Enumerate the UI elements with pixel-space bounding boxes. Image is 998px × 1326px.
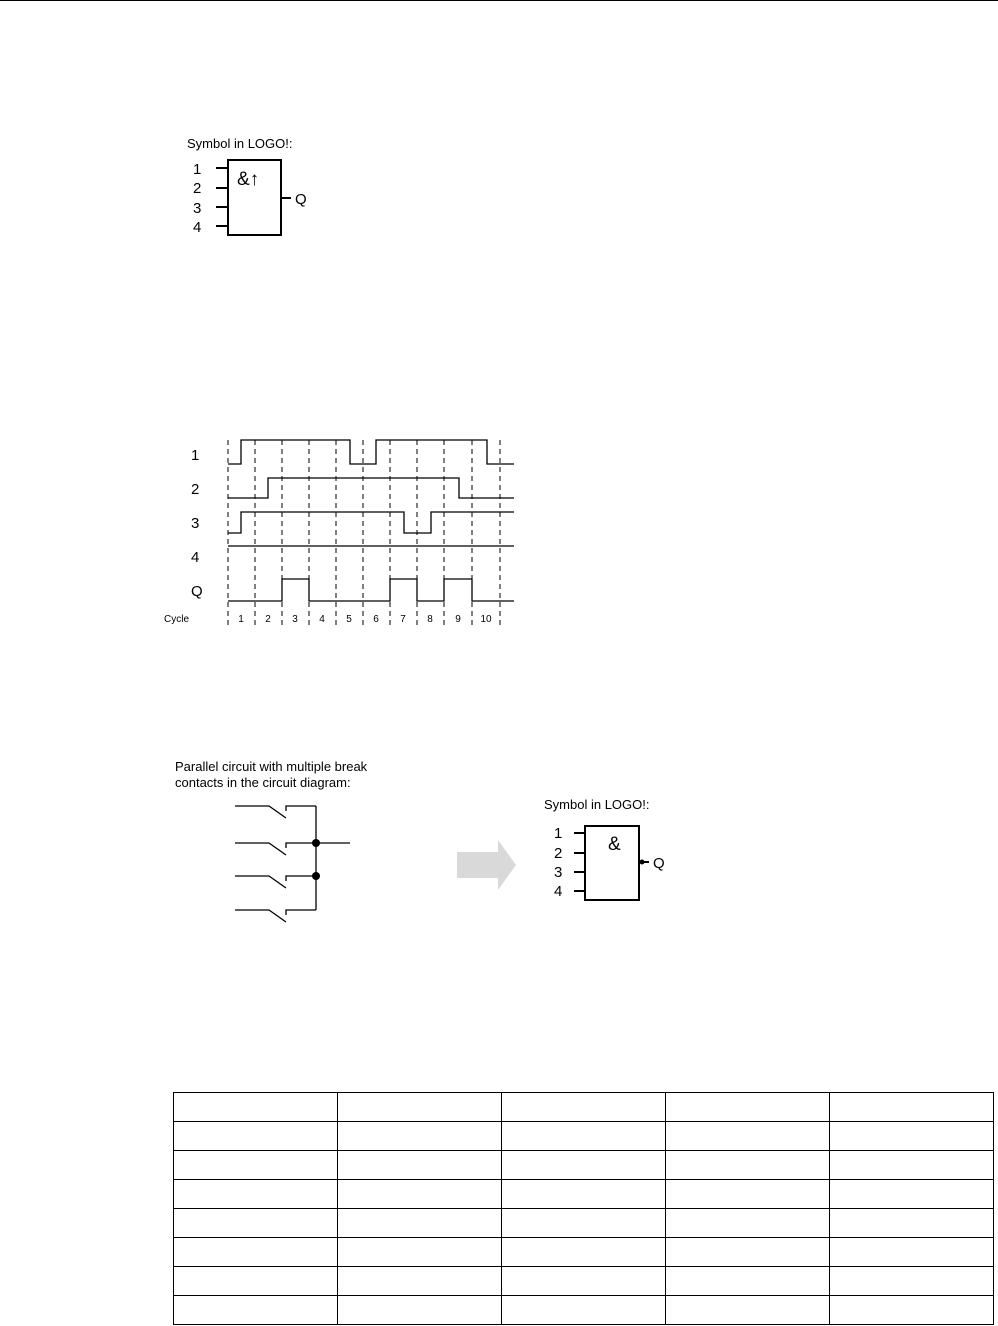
signal-label: Q (191, 583, 203, 600)
input-label: 3 (193, 200, 202, 217)
table-cell (666, 1267, 830, 1296)
table-cell (174, 1238, 338, 1267)
table-row (174, 1122, 994, 1151)
timing-diagram (164, 440, 514, 626)
table-cell (666, 1122, 830, 1151)
table-cell (338, 1122, 502, 1151)
break-contact-1 (235, 806, 286, 818)
table-row (174, 1093, 994, 1122)
table-cell (502, 1267, 666, 1296)
cycle-number: 5 (346, 614, 352, 625)
table-cell (830, 1267, 994, 1296)
table-cell (174, 1267, 338, 1296)
circuit-caption-line1: Parallel circuit with multiple break (175, 759, 368, 774)
table-cell (502, 1093, 666, 1122)
output-label: Q (295, 191, 307, 208)
table-cell (666, 1093, 830, 1122)
signal-label: 2 (191, 481, 200, 498)
symbol-caption: Symbol in LOGO!: (187, 136, 293, 151)
break-contact-3 (235, 876, 286, 888)
table-cell (666, 1180, 830, 1209)
table-cell (174, 1180, 338, 1209)
table-cell (502, 1151, 666, 1180)
table-cell (338, 1209, 502, 1238)
table-cell (174, 1122, 338, 1151)
table-cell (830, 1151, 994, 1180)
table-cell (338, 1151, 502, 1180)
signal-1-waveform (228, 440, 514, 464)
parallel-circuit-diagram (175, 759, 368, 922)
table-cell (338, 1238, 502, 1267)
nand-edge-symbol (187, 136, 307, 236)
cycle-number: 10 (480, 614, 492, 625)
signal-2-waveform (228, 478, 514, 498)
table-cell (174, 1296, 338, 1325)
junction-dot (312, 872, 320, 880)
signal-label: 1 (191, 447, 200, 464)
table-cell (666, 1238, 830, 1267)
signal-label: 4 (191, 549, 200, 566)
input-label: 2 (554, 845, 563, 862)
table-cell (830, 1209, 994, 1238)
table-cell (666, 1296, 830, 1325)
cycle-number: 7 (400, 614, 406, 625)
gate-operator-label: & (608, 834, 621, 855)
table-cell (338, 1267, 502, 1296)
table-row (174, 1180, 994, 1209)
cycle-number: 4 (319, 614, 325, 625)
symbol-caption: Symbol in LOGO!: (544, 797, 650, 812)
input-label: 1 (554, 825, 563, 842)
table-row (174, 1209, 994, 1238)
cycle-number: 9 (455, 614, 461, 625)
table-row (174, 1151, 994, 1180)
table-cell (830, 1296, 994, 1325)
table-row (174, 1267, 994, 1296)
junction-dot (312, 839, 320, 847)
table-cell (502, 1296, 666, 1325)
table-cell (502, 1209, 666, 1238)
cycle-number: 6 (373, 614, 379, 625)
signal-label: 3 (191, 515, 200, 532)
break-contact-2 (235, 843, 286, 855)
table-cell (338, 1296, 502, 1325)
cycle-number: 2 (265, 614, 271, 625)
table-cell (174, 1151, 338, 1180)
table-cell (338, 1180, 502, 1209)
empty-table (173, 1092, 994, 1325)
table-cell (338, 1093, 502, 1122)
table-cell (830, 1238, 994, 1267)
nand-symbol (544, 797, 665, 900)
input-label: 4 (193, 219, 202, 236)
cycle-number: 8 (427, 614, 433, 625)
cycle-number: 1 (238, 614, 244, 625)
table-cell (830, 1093, 994, 1122)
gate-operator-label: &↑ (237, 169, 260, 190)
cycle-number: 3 (292, 614, 298, 625)
signal-3-waveform (228, 512, 514, 533)
table-cell (502, 1122, 666, 1151)
signal-q-waveform (228, 579, 514, 601)
table-cell (502, 1238, 666, 1267)
conversion-arrow-icon (457, 840, 516, 890)
circuit-caption-line2: contacts in the circuit diagram: (175, 775, 351, 790)
table-cell (830, 1122, 994, 1151)
output-label: Q (653, 855, 665, 872)
table-cell (174, 1209, 338, 1238)
input-label: 3 (554, 864, 563, 881)
table-cell (174, 1093, 338, 1122)
cycle-boundaries (228, 440, 500, 626)
table-row (174, 1238, 994, 1267)
table-row (174, 1296, 994, 1325)
input-label: 4 (554, 883, 563, 900)
cycle-axis-label: Cycle (164, 614, 190, 625)
negation-dot (640, 860, 645, 865)
input-label: 2 (193, 180, 202, 197)
input-label: 1 (193, 161, 202, 178)
table-cell (502, 1180, 666, 1209)
table-cell (666, 1209, 830, 1238)
table-cell (666, 1151, 830, 1180)
break-contact-4 (235, 910, 286, 922)
table-cell (830, 1180, 994, 1209)
